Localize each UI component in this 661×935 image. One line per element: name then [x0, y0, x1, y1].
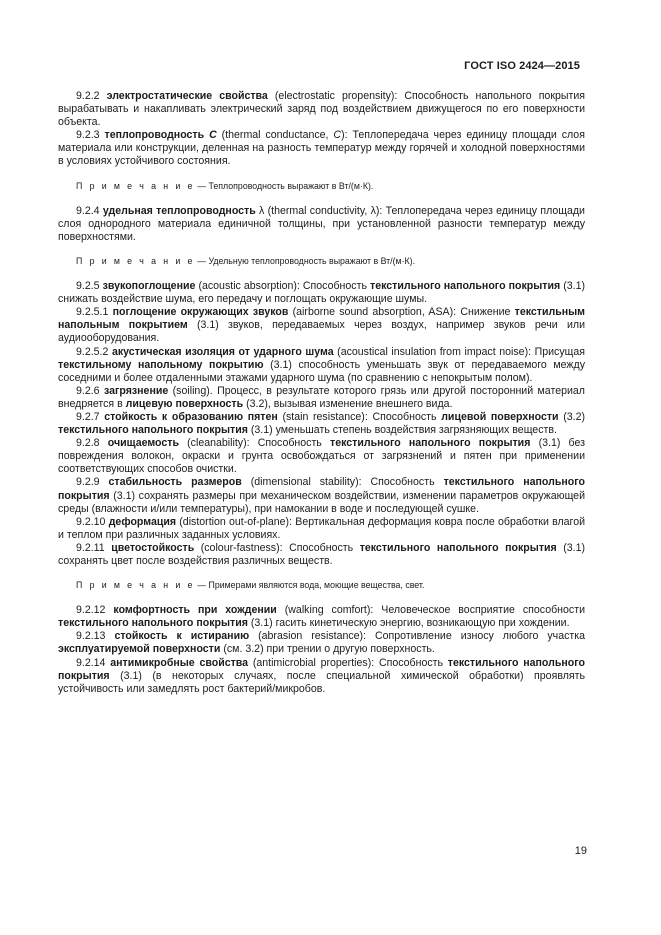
clause-9-2-5-2: [58, 346, 585, 385]
clause-number: 9.2.2: [76, 90, 100, 102]
note-label: П р и м е ч а н и е: [76, 180, 195, 191]
term: комфортность при хождении: [113, 604, 277, 617]
definition-part: Человеческое восприятие способности: [381, 604, 585, 617]
note-3: [58, 579, 585, 592]
term-symbol: λ: [259, 204, 265, 217]
clause-number: 9.2.10: [76, 515, 106, 528]
definition-part: (3.2): [563, 410, 586, 423]
definition-part: Способность: [257, 437, 322, 450]
clause-9-2-7: [58, 411, 585, 437]
term-english: (dimensional stability):: [250, 476, 362, 489]
term-english-symbol: С: [333, 129, 342, 142]
note-text: — Примерами являются вода, моющие вещества, свет.: [197, 580, 425, 591]
document-body: [58, 90, 585, 696]
clause-number: 9.2.3: [76, 129, 100, 142]
definition-part: Способность: [302, 280, 367, 293]
term: звукопоглощение: [102, 280, 196, 293]
clause-9-2-12: [58, 604, 585, 630]
definition-part: (3.1) сохранять размеры при механическом воздействии, изменении параметров окружающей среды (влажности и/или температуры), при намокании в воде и последующей сушке.: [58, 489, 585, 515]
note-text: — Удельную теплопроводность выражают в Вт/(м·К).: [197, 255, 416, 266]
term-reference: текстильного напольного покрытия: [58, 656, 585, 682]
clause-number: 9.2.14: [76, 656, 106, 669]
term: стойкость к истиранию: [114, 630, 250, 643]
definition-part: (3.1) уменьшать степень воздействия загрязняющих веществ.: [250, 424, 557, 437]
definition-part: (3.1) без повреждения волокон, окраски и грунта освобождаться от загрязнений и пятен при применении соответствующих способов очистки.: [58, 437, 586, 476]
clause-9-2-3: [58, 129, 585, 168]
note-text: — Теплопроводность выражают в Вт/(м·К).: [197, 180, 374, 191]
term-reference: лицевой поверхности: [441, 410, 559, 423]
term: стойкость к образованию пятен: [104, 410, 278, 423]
definition-part: (3.1) снижать воздействие шума, его передачу и поглощать окружающие шумы.: [58, 280, 586, 306]
standard-code-header: ГОСТ ISO 2424—2015: [464, 60, 580, 72]
term: антимикробные свойства: [110, 656, 249, 669]
term: деформация: [108, 515, 177, 528]
definition: Способность напольного покрытия вырабатывать и накапливать электрический заряд под воздействием движущегося по его поверхности объекта.: [58, 90, 585, 129]
clause-number: 9.2.11: [76, 541, 105, 554]
term-english: (acoustic absorption):: [198, 280, 300, 293]
term: поглощение окружающих звуков: [112, 306, 289, 319]
term-english: (electrostatic propensity):: [274, 90, 398, 102]
term-english: (antimicrobial properties):: [252, 656, 375, 669]
term-english: (walking comfort):: [284, 604, 374, 617]
clause-9-2-13: [58, 630, 585, 656]
clause-number: 9.2.5.2: [76, 345, 109, 358]
clause-number: 9.2.12: [76, 604, 106, 617]
definition-part: Присущая: [534, 345, 585, 358]
term-english: (thermal conductivity, λ):: [267, 204, 383, 217]
definition: Вертикальная деформация ковра после обработки влагой и теплом при различных заданных условиях.: [58, 515, 586, 541]
term-english: (stain resistance):: [282, 410, 368, 423]
clause-9-2-14: [58, 657, 585, 696]
clause-number: 9.2.4: [76, 204, 100, 217]
clause-number: 9.2.5: [76, 280, 100, 293]
term: стабильность размеров: [108, 476, 242, 489]
term-english: (soiling).: [172, 384, 213, 397]
clause-9-2-8: [58, 437, 585, 476]
clause-number: 9.2.7: [76, 410, 100, 423]
clause-number: 9.2.13: [76, 630, 106, 643]
clause-number: 9.2.8: [76, 437, 100, 450]
term-symbol: С: [209, 129, 217, 142]
clause-9-2-5-1: [58, 306, 585, 345]
definition-part: (3.1) сохранять цвет после воздействия различных веществ.: [58, 541, 586, 567]
clause-9-2-11: [58, 542, 585, 568]
definition: Теплопередача через единицу площади слоя материала или конструкции, деленная на разность температур между горячей и холодной поверхностями в условиях устойчивого состояния.: [58, 129, 585, 168]
definition-part: (3.1) способность уменьшать звук от передаваемого между соседними и более отдаленными этажами ударного шума (по сравнению с непокрытым полом).: [58, 358, 585, 384]
term-english: (distortion out-of-plane):: [179, 515, 293, 528]
clause-9-2-4: [58, 205, 585, 244]
definition-part: Способность: [289, 541, 354, 554]
definition-part: (3.2), вызывая изменение внешнего вида.: [246, 397, 453, 410]
term-english: (acoustical insulation from impact noise):: [337, 345, 532, 358]
clause-number: 9.2.5.1: [76, 306, 109, 319]
note-1: [58, 180, 585, 193]
definition-part: (3.1) гасить кинетическую энергию, возникающую при хождении.: [250, 617, 570, 630]
term: очищаемость: [107, 437, 179, 450]
term-reference: текстильного напольного покрытия: [359, 541, 557, 554]
term-reference: лицевую поверхность: [125, 397, 244, 410]
definition: Теплопередача через единицу площади слоя однородного материала единичной толщины, при установленной разности температур между поверхностями.: [58, 204, 585, 243]
term: загрязнение: [103, 384, 169, 397]
definition-part: Сопротивление износу любого участка: [375, 630, 585, 643]
clause-9-2-10: [58, 516, 585, 542]
term-reference: текстильному напольному покрытию: [58, 358, 264, 371]
term-reference: текстильного напольного покрытия: [58, 617, 248, 630]
clause-9-2-5: [58, 280, 585, 306]
definition-part: Способность: [378, 656, 444, 669]
definition-part: Способность: [370, 476, 435, 489]
term-reference: эксплуатируемой поверхности: [58, 643, 221, 656]
note-label: П р и м е ч а н и е: [76, 255, 195, 266]
clause-number: 9.2.6: [76, 384, 100, 397]
term-reference: текстильным напольным покрытием: [58, 306, 585, 332]
clause-number: 9.2.9: [76, 476, 100, 489]
note-2: [58, 255, 585, 268]
term-english-end: ):: [341, 129, 348, 142]
clause-9-2-2: [58, 90, 585, 129]
term-reference: текстильного напольного покрытия: [58, 476, 585, 502]
page-number: 19: [574, 845, 587, 857]
term-reference: текстильного напольного покрытия: [330, 437, 531, 450]
term-reference: текстильного напольного покрытия: [370, 280, 561, 293]
clause-9-2-9: [58, 476, 585, 515]
term-english: (abrasion resistance):: [258, 630, 367, 643]
term-english: (cleanability):: [187, 437, 250, 450]
definition-part: (см. 3.2) при трении о другую поверхность.: [223, 643, 435, 656]
term: акустическая изоляция от ударного шума: [111, 345, 334, 358]
term: теплопроводность: [104, 129, 205, 142]
clause-9-2-6: [58, 385, 585, 411]
definition-part: (3.1) (в некоторых случаях, после специальной химической обработки) проявлять устойчивость или замедлять рост бактерий/микробов.: [58, 669, 585, 695]
term-english: (colour-fastness):: [200, 541, 283, 554]
term: цветостойкость: [111, 541, 195, 554]
definition-part: Способность: [372, 410, 437, 423]
definition-part: Процесс, в результате которого грязь или другой посторонний материал внедряется в: [58, 384, 585, 410]
term: электростатические свойства: [106, 90, 268, 102]
note-label: П р и м е ч а н и е: [76, 580, 195, 591]
definition-part: (3.1) звуков, передаваемых через воздух, например звуков речи или аудиооборудования.: [58, 319, 585, 345]
definition-part: Снижение: [460, 306, 511, 319]
term-reference: текстильного напольного покрытия: [58, 424, 248, 437]
term-english: (airborne sound absorption, ASA):: [292, 306, 457, 319]
term-english: (thermal conductance,: [221, 129, 329, 142]
term: удельная теплопроводность: [102, 204, 256, 217]
